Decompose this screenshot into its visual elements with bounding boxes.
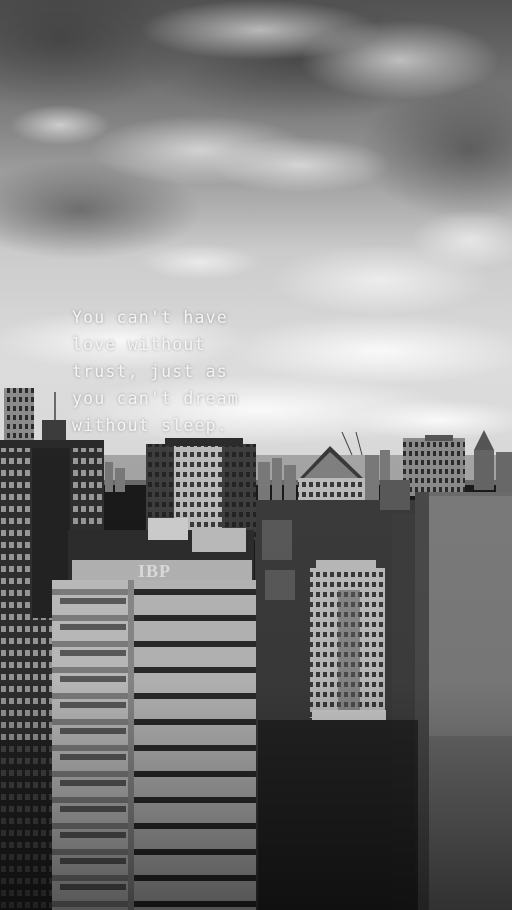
quote-line: you can't dream <box>72 389 240 408</box>
quote-text <box>72 304 372 439</box>
quote-line: You can't have <box>72 308 228 327</box>
quote-line: trust, just as <box>72 362 228 381</box>
quote-line: love without <box>72 335 206 354</box>
quote-line: without sleep. <box>72 416 228 435</box>
